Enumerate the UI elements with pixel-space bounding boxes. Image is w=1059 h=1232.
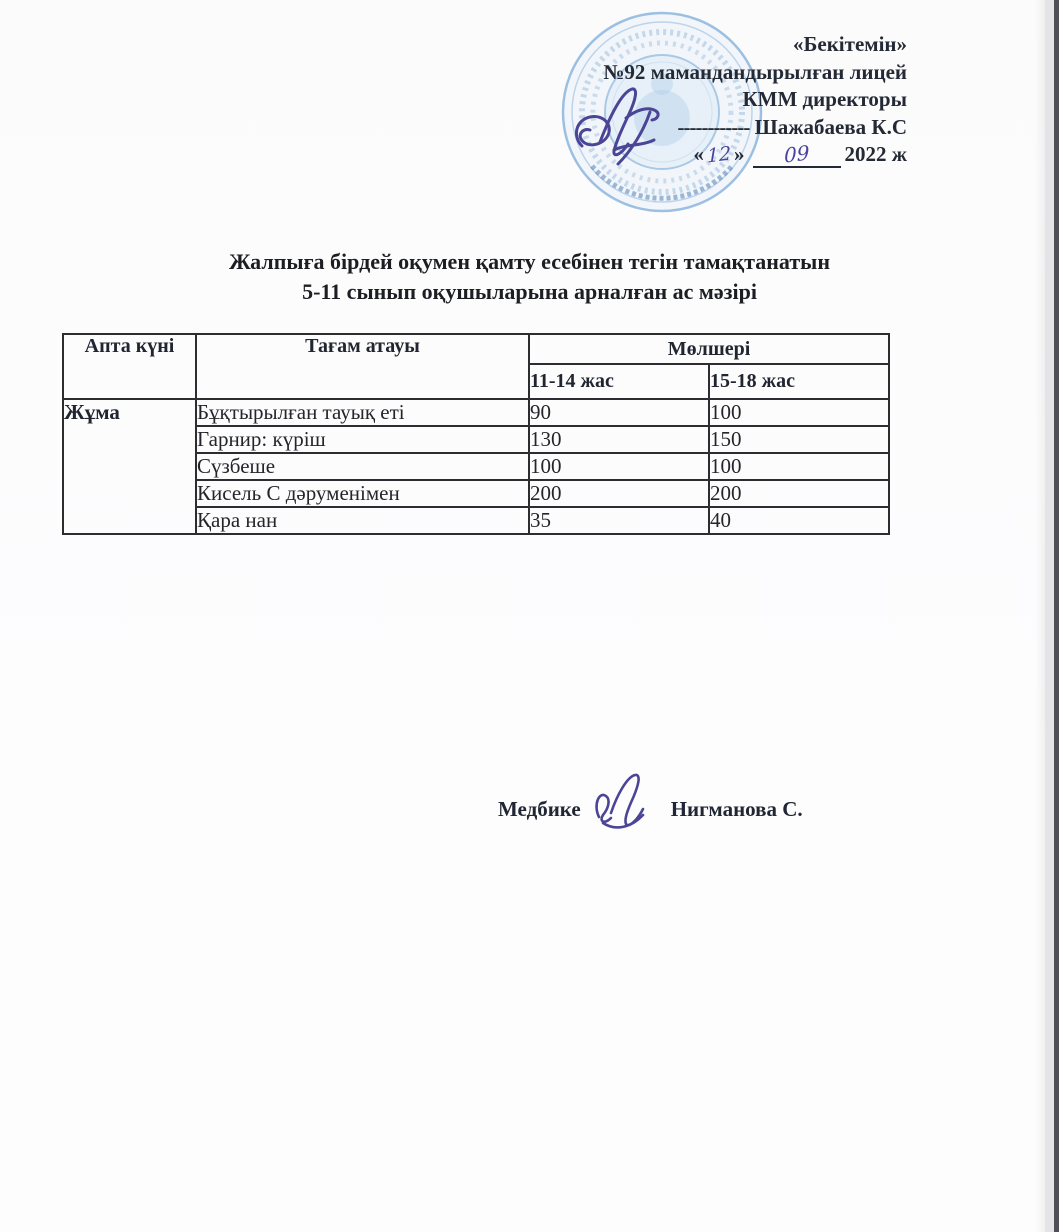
approval-line-director: КММ директоры: [742, 87, 907, 111]
amount-cell: 40: [709, 507, 889, 534]
scan-edge-light: [1045, 0, 1054, 1232]
director-name: Шажабаева К.С: [754, 114, 907, 139]
date-quote-open: «: [693, 142, 704, 166]
document-title: [0, 247, 1059, 307]
signoff-line: [498, 779, 803, 839]
signoff-role: Медбике: [498, 796, 581, 821]
header-dish-column: Тағам атауы: [196, 334, 529, 399]
header-age-11-14: 11-14 жас: [529, 364, 709, 399]
title-line-1: Жалпыға бірдей оқумен қамту есебінен тегін тамақтанатын: [228, 249, 831, 274]
date-quote-close: »: [734, 142, 745, 166]
director-signature: [568, 84, 686, 172]
approval-line-bekitemin: «Бекітемін»: [792, 32, 907, 56]
scan-edge-dark: [1054, 0, 1059, 1232]
menu-table: [62, 333, 890, 535]
amount-cell: 100: [709, 399, 889, 426]
dish-cell: Кисель С дәруменімен: [196, 480, 529, 507]
scan-edge-fade: [1035, 0, 1045, 1232]
signoff-name: Нигманова С.: [670, 796, 803, 821]
handwritten-month: 09: [783, 140, 810, 168]
table-row: [63, 399, 889, 426]
dish-cell: Қара нан: [196, 507, 529, 534]
amount-cell: 35: [529, 507, 709, 534]
amount-cell: 200: [529, 480, 709, 507]
dish-cell: Гарнир: күріш: [196, 426, 529, 453]
approval-line-lyceum: №92 мамандандырылған лицей: [603, 59, 907, 84]
dish-cell: Сүзбеше: [196, 453, 529, 480]
date-year: 2022 ж: [844, 142, 907, 166]
amount-cell: 150: [709, 426, 889, 453]
header-age-15-18: 15-18 жас: [709, 364, 889, 399]
title-line-2: 5-11 сынып оқушыларына арналған ас мәзірі: [302, 279, 757, 304]
nurse-signature: [587, 771, 665, 831]
header-measure-column: Мөлшері: [529, 334, 889, 364]
date-month-underline: [753, 140, 841, 168]
day-cell: Жұма: [63, 399, 196, 534]
header-day-column: Апта күні: [63, 334, 196, 399]
amount-cell: 90: [529, 399, 709, 426]
signature-dashes: ------------: [677, 114, 750, 139]
dish-cell: Бұқтырылған тауық еті: [196, 399, 529, 426]
handwritten-day: 12: [706, 142, 732, 168]
amount-cell: 130: [529, 426, 709, 453]
amount-cell: 100: [709, 453, 889, 480]
amount-cell: 100: [529, 453, 709, 480]
amount-cell: 200: [709, 480, 889, 507]
